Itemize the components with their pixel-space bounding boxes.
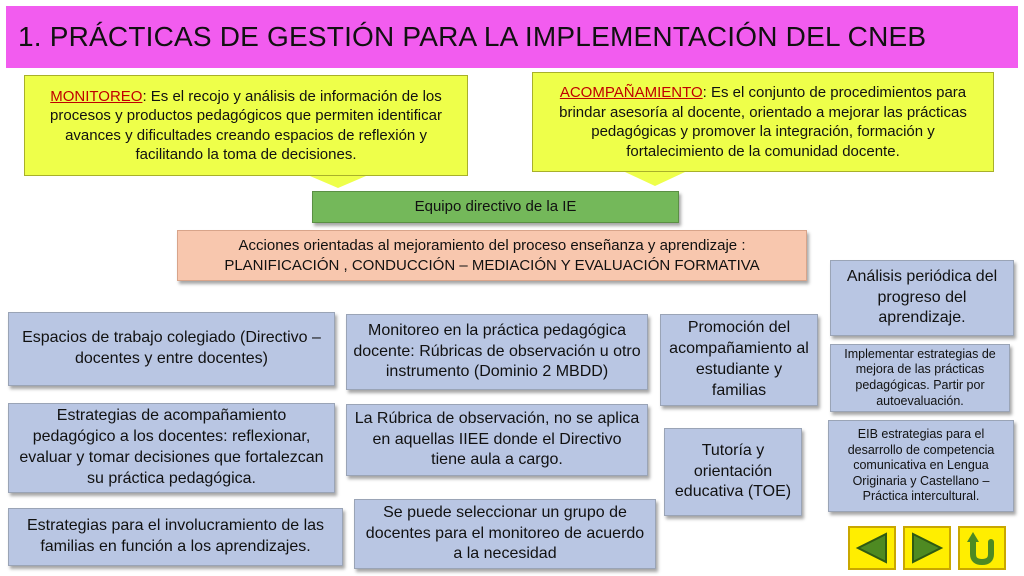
- acciones-line-1: Acciones orientadas al mejoramiento del proceso enseñanza y aprendizaje :: [238, 237, 746, 254]
- tutoria-box: Tutoría y orientación educativa (TOE): [664, 428, 802, 516]
- slide-title: 1. PRÁCTICAS DE GESTIÓN PARA LA IMPLEMENTACIÓN DEL CNEB: [6, 6, 1018, 68]
- left-box-3: Estrategias para el involucramiento de las familias en función a los aprendizajes.: [8, 508, 343, 566]
- equipo-directivo-box: Equipo directivo de la IE: [312, 191, 679, 223]
- acompanamiento-definition: : Es el conjunto de procedimientos para brindar asesoría al docente, orientado a mejorar las prácticas pedagógicas y promover la integración, formación y fortalecimiento de la comunidad docente.: [559, 84, 967, 160]
- acciones-box: [177, 230, 807, 281]
- eib-box: EIB estrategias para el desarrollo de competencia comunicativa en Lengua Originaria y Castellano – Práctica intercultural.: [828, 420, 1014, 512]
- acompanamiento-callout-pointer: [625, 172, 685, 186]
- implementar-box: Implementar estrategias de mejora de las prácticas pedagógicas. Partir por autoevaluación.: [830, 344, 1010, 412]
- return-button[interactable]: [958, 526, 1006, 570]
- monitoreo-callout: [24, 75, 468, 176]
- u-turn-arrow-icon: [965, 530, 999, 566]
- acompanamiento-callout: [532, 72, 994, 172]
- middle-box-2: La Rúbrica de observación, no se aplica en aquellas IIEE donde el Directivo tiene aula a cargo.: [346, 404, 648, 476]
- middle-box-1: Monitoreo en la práctica pedagógica docente: Rúbricas de observación u otro instrumento (Dominio 2 MBDD): [346, 314, 648, 390]
- left-box-2: Estrategias de acompañamiento pedagógico a los docentes: reflexionar, evaluar y tomar decisiones que fortalezcan su práctica pedagógica.: [8, 403, 335, 493]
- analisis-box: Análisis periódica del progreso del aprendizaje.: [830, 260, 1014, 336]
- middle-box-3: Se puede seleccionar un grupo de docentes para el monitoreo de acuerdo a la necesidad: [354, 499, 656, 569]
- left-box-1: Espacios de trabajo colegiado (Directivo – docentes y entre docentes): [8, 312, 335, 386]
- next-slide-button[interactable]: [903, 526, 951, 570]
- promocion-box: Promoción del acompañamiento al estudiante y familias: [660, 314, 818, 406]
- monitoreo-callout-pointer: [310, 176, 366, 188]
- triangle-left-icon: [855, 532, 889, 564]
- monitoreo-keyword: MONITOREO: [50, 87, 143, 105]
- acciones-line-2: PLANIFICACIÓN , CONDUCCIÓN – MEDIACIÓN Y EVALUACIÓN FORMATIVA: [224, 256, 760, 274]
- acompanamiento-keyword: ACOMPAÑAMIENTO: [559, 84, 703, 101]
- previous-slide-button[interactable]: [848, 526, 896, 570]
- triangle-right-icon: [910, 532, 944, 564]
- monitoreo-definition: : Es el recojo y análisis de información de los procesos y productos pedagógicos que permiten identificar avances y dificultades creando espacios de reflexión y facilitando la toma de decisiones.: [50, 87, 442, 163]
